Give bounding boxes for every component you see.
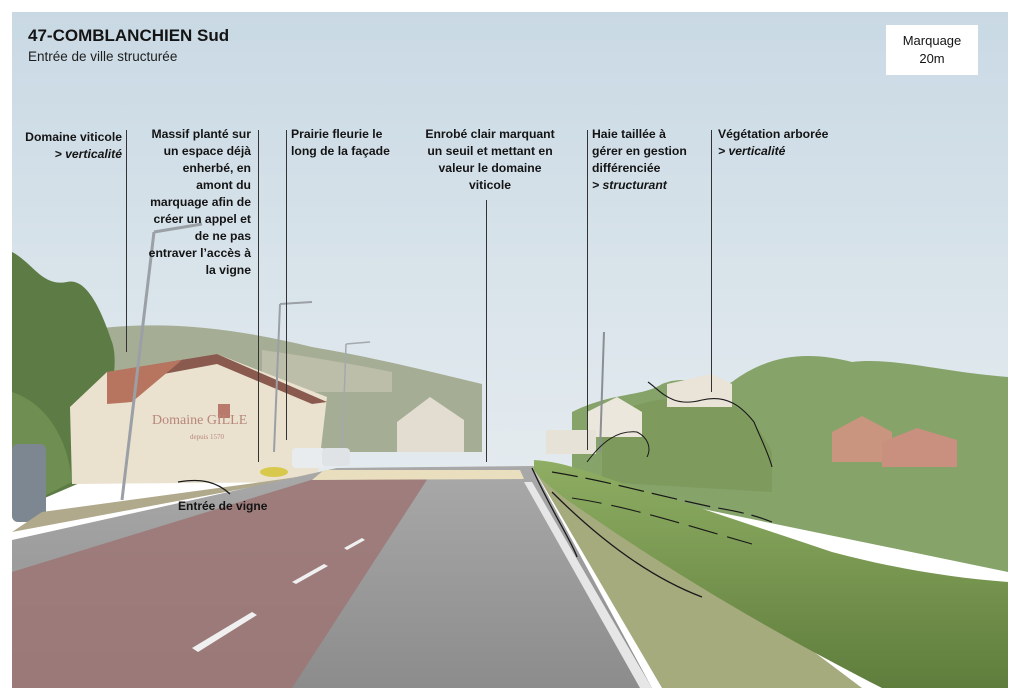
- leader-line-vegetation: [711, 130, 712, 392]
- annotation-massif-plante: Massif planté sur un espace déjà enherbé, en amont du marquage afin de créer un appel et de ne pas entraver l’accès à la vigne: [148, 127, 251, 277]
- leader-line-enrobe: [486, 200, 487, 462]
- annotation-emphasis: > verticalité: [718, 144, 786, 158]
- leader-line-haie: [587, 130, 588, 450]
- leader-line-domaine: [126, 130, 127, 352]
- scale-badge-label: Marquage: [902, 33, 962, 49]
- leader-line-prairie: [286, 130, 287, 440]
- flowerbed: [260, 467, 288, 477]
- page-title: 47-COMBLANCHIEN Sud: [28, 26, 230, 45]
- car-left: [12, 444, 46, 522]
- annotation-prairie-fleurie: Prairie fleurie le long de la façade: [291, 127, 390, 158]
- page-subtitle: Entrée de ville structurée: [28, 49, 178, 64]
- annotation-vegetation-arboree: Végétation arborée > verticalité: [718, 126, 858, 160]
- light-threshold: [312, 470, 524, 480]
- scale-badge: [886, 25, 978, 75]
- annotation-emphasis: > structurant: [592, 178, 667, 192]
- annotation-domaine-viticole: Domaine viticole > verticalité: [16, 129, 122, 163]
- winery-sign-since: depuis 1570: [190, 433, 225, 441]
- house-small: [546, 430, 596, 454]
- street-scene-illustration: [12, 12, 1008, 688]
- parked-car: [292, 448, 326, 468]
- annotation-enrobe-clair: Enrobé clair marquant un seuil et mettant en valeur le domaine viticole: [425, 127, 555, 192]
- winery-sign: Domaine GILLE: [152, 413, 248, 428]
- annotation-emphasis: > verticalité: [54, 147, 122, 161]
- leader-line-massif: [258, 130, 259, 462]
- street-photo: [12, 12, 1008, 688]
- scale-badge-value: 20m: [919, 51, 945, 66]
- vine-entrance-callout: Entrée de vigne: [178, 499, 268, 513]
- annotation-haie-taillee: Haie taillée à gérer en gestion différenciée > structurant: [592, 126, 710, 194]
